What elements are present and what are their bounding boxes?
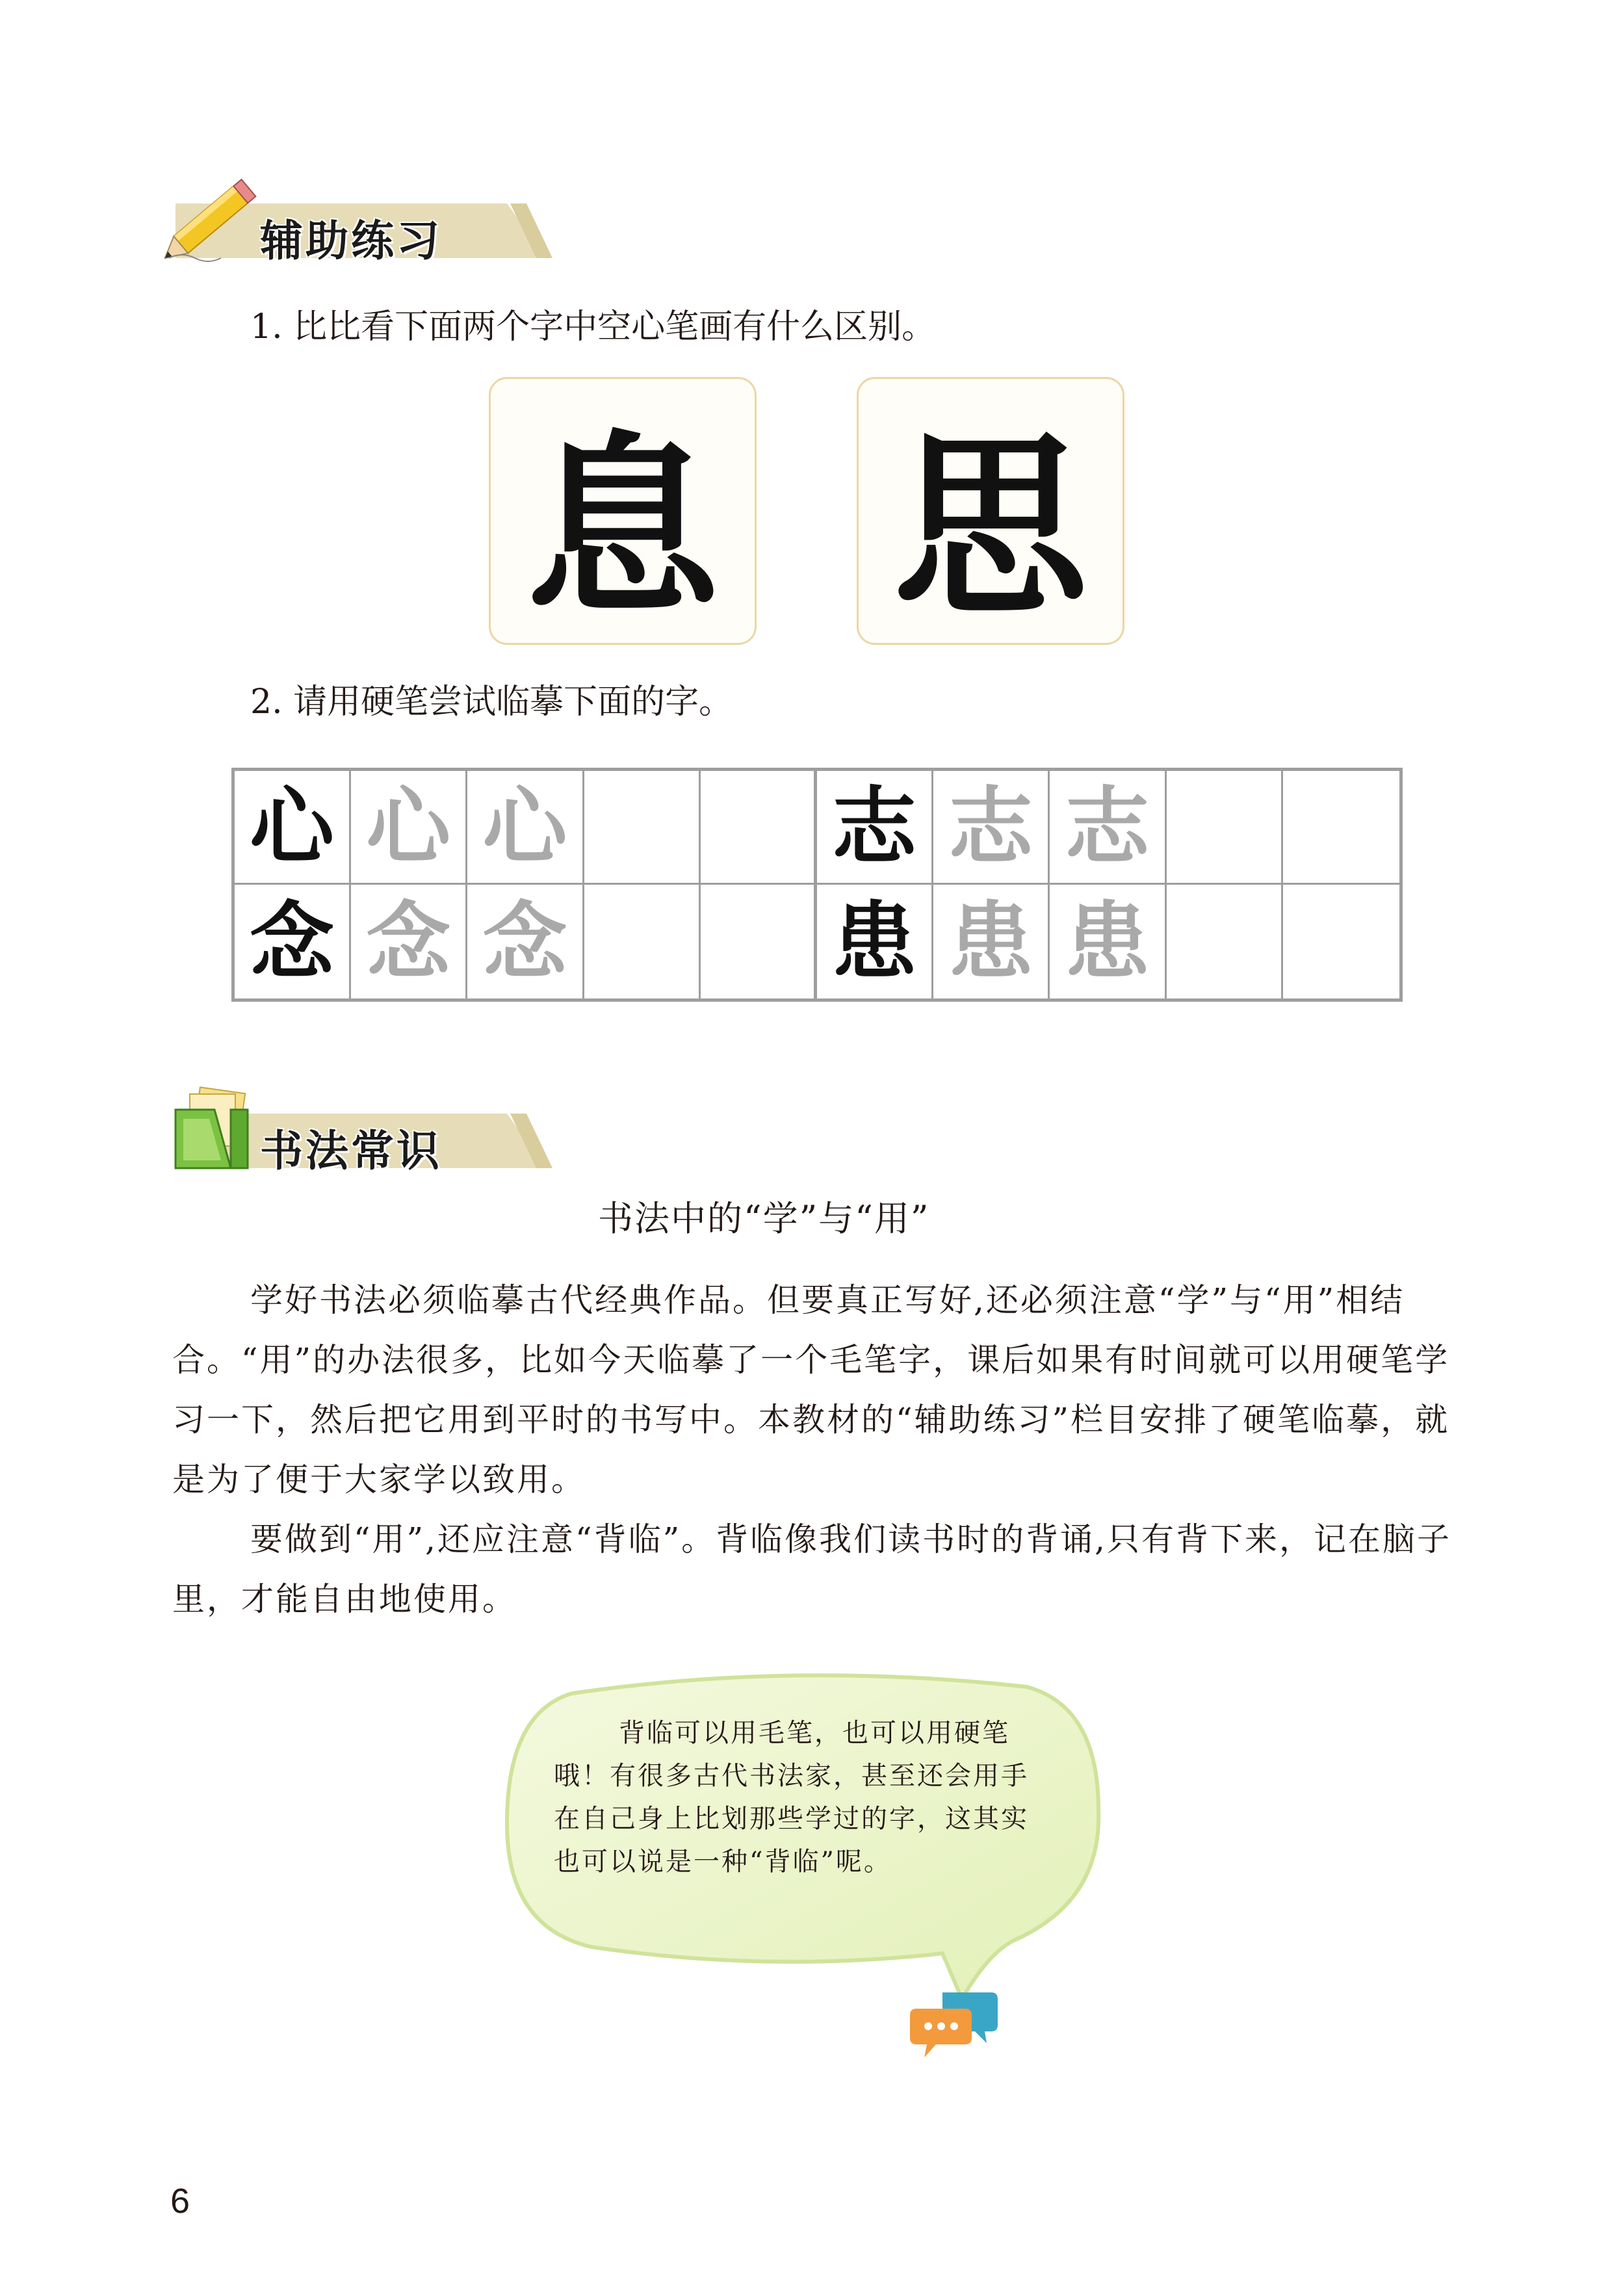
paragraph-2: 要做到“用”,还应注意“背临”。背临像我们读书时的背诵,只有背下来，记在脑子里，才能自由地使用。: [172, 1520, 1452, 1618]
grid-cell-model: 患: [817, 885, 933, 998]
grid-cell-blank[interactable]: [1167, 885, 1283, 998]
grid-cell-trace: 念: [351, 885, 467, 998]
grid-cell-blank[interactable]: [701, 885, 817, 998]
grid-cell-trace: 志: [1050, 771, 1166, 885]
book-folder-icon: [169, 1084, 260, 1175]
banner-title: 辅助练习: [260, 216, 442, 266]
grid-cell-blank[interactable]: [1283, 885, 1399, 998]
section-banner-practice: [162, 198, 552, 266]
grid-cell-model: 念: [235, 885, 351, 998]
grid-cell-trace: 患: [933, 885, 1050, 998]
grid-cell-blank[interactable]: [701, 771, 817, 885]
compare-char-box-1: [489, 377, 757, 645]
grid-cell-trace: 心: [351, 771, 467, 885]
grid-cell-blank[interactable]: [584, 771, 701, 885]
question-2: 2. 请用硬笔尝试临摹下面的字。: [250, 683, 733, 722]
compare-char: 息: [525, 411, 720, 642]
grid-cell-blank[interactable]: [1283, 771, 1399, 885]
section-banner-knowledge: [162, 1108, 552, 1176]
compare-char: 思: [893, 411, 1088, 642]
grid-cell-blank[interactable]: [584, 885, 701, 998]
grid-cell-blank[interactable]: [1167, 771, 1283, 885]
article-title: 书法中的“学”与“用”: [598, 1198, 930, 1239]
speech-bubble-text: 背临可以用毛笔，也可以用硬笔哦！有很多古代书法家，甚至还会用手在自己身上比划那些学过的字，这其实也可以说是一种“背临”呢。: [554, 1718, 1029, 1877]
compare-char-box-2: [857, 377, 1124, 645]
grid-cell-trace: 心: [467, 771, 584, 885]
grid-cell-trace: 念: [467, 885, 584, 998]
grid-cell-trace: 志: [933, 771, 1050, 885]
page-number: 6: [170, 2182, 190, 2221]
grid-cell-model: 心: [235, 771, 351, 885]
practice-grid: [231, 768, 1403, 1002]
banner-title: 书法常识: [260, 1126, 442, 1176]
grid-cell-model: 志: [817, 771, 933, 885]
question-1: 1. 比比看下面两个字中空心笔画有什么区别。: [250, 307, 936, 346]
chat-bubbles-icon: [910, 1986, 1001, 2064]
paragraph-1: 学好书法必须临摹古代经典作品。但要真正写好,还必须注意“学”与“用”相结合。“用”的办法很多，比如今天临摹了一个毛笔字，课后如果有时间就可以用硬笔学习一下，然后把它用到平时的书写中。本教材的“辅助练习”栏目安排了硬笔临摹，就是为了便于大家学以致用。: [172, 1281, 1450, 1498]
grid-cell-trace: 患: [1050, 885, 1166, 998]
pencil-icon: [159, 167, 270, 271]
